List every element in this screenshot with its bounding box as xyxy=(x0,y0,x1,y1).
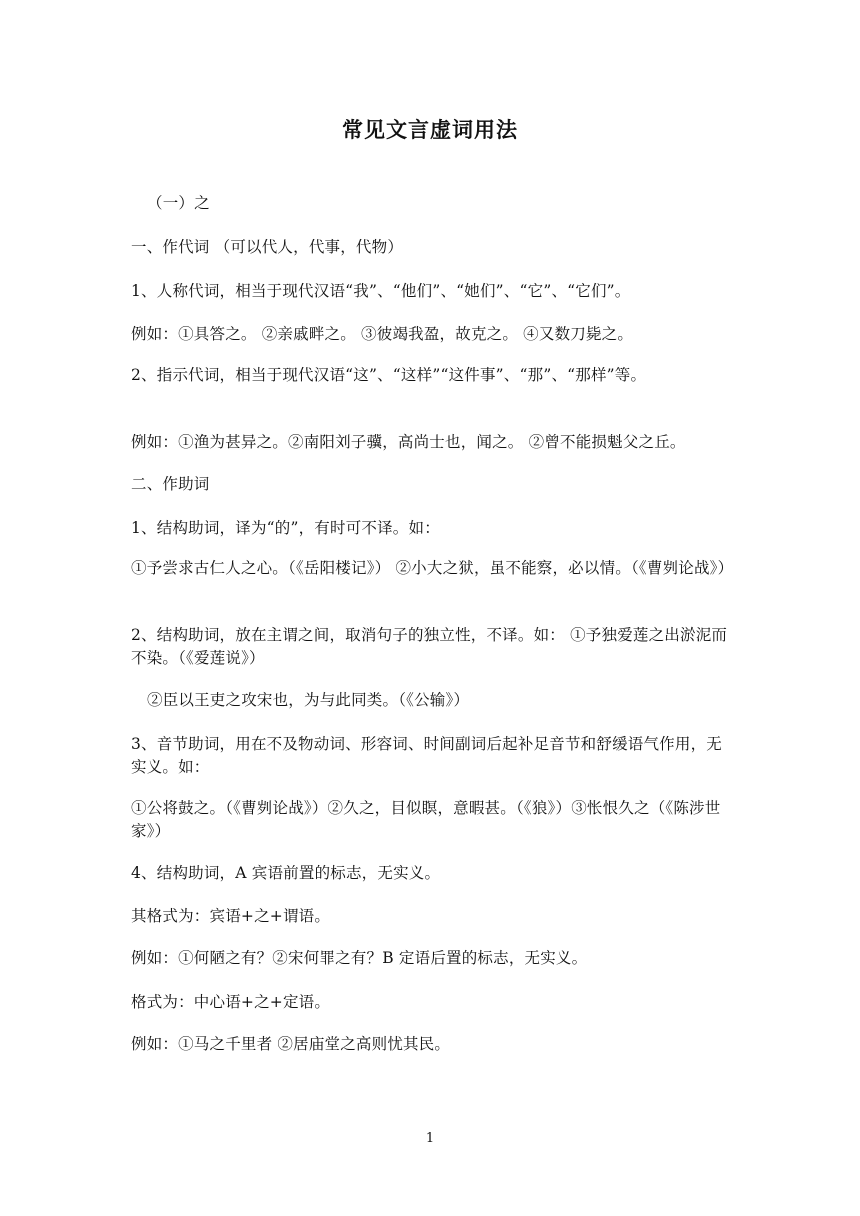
paragraph-example-4: ②臣以王吏之攻宋也，为与此同类。（《公输》） xyxy=(147,691,470,709)
paragraph-structural-particle-2: 2、结构助词，放在主谓之间，取消句子的独立性，不译。如： ①予独爱莲之出淤泥而不染。（《爱莲说》） xyxy=(131,626,728,667)
paragraph-example-7: 例如：①马之千里者 ②居庙堂之高则忧其民。 xyxy=(131,1035,451,1053)
paragraph-syllable-particle: 3、音节助词，用在不及物动词、形容词、时间副词后起补足音节和舒缓语气作用，无实义。如： xyxy=(131,735,722,776)
paragraph-object-preposing: 4、结构助词，A 宾语前置的标志，无实义。 xyxy=(131,864,441,882)
paragraph-example-5: ①公将鼓之。（《曹刿论战》）②久之，目似瞑，意暇甚。（《狼》）③怅恨久之（《陈涉世家》） xyxy=(131,799,721,840)
document-title: 常见文言虚词用法 xyxy=(342,117,518,142)
page-number: 1 xyxy=(425,1131,435,1146)
paragraph-demonstrative-pronoun: 2、指示代词，相当于现代汉语“这”、“这样”“这件事”、“那”、“那样”等。 xyxy=(131,366,647,384)
paragraph-format-2: 格式为：中心语+之+定语。 xyxy=(131,993,331,1011)
paragraph-example-6: 例如：①何陋之有？②宋何罪之有？B 定语后置的标志，无实义。 xyxy=(131,949,588,967)
paragraph-example-3: ①予尝求古仁人之心。（《岳阳楼记》） ②小大之狱，虽不能察，必以情。（《曹刿论战》） xyxy=(131,559,734,577)
paragraph-format-1: 其格式为：宾语+之+谓语。 xyxy=(131,907,331,925)
section-heading-zhi: （一）之 xyxy=(147,194,210,212)
paragraph-structural-particle-1: 1、结构助词，译为“的”，有时可不译。如： xyxy=(131,519,440,537)
paragraph-personal-pronoun: 1、人称代词，相当于现代汉语“我”、“他们”、“她们”、“它”、“它们”。 xyxy=(131,282,631,300)
heading-pronoun: 一、作代词 （可以代人，代事，代物） xyxy=(131,238,404,256)
paragraph-example-2: 例如：①渔为甚异之。②南阳刘子骥，高尚士也，闻之。 ②曾不能损魁父之丘。 xyxy=(131,433,686,451)
paragraph-example-1: 例如：①具答之。 ②亲戚畔之。 ③彼竭我盈，故克之。 ④又数刀毙之。 xyxy=(131,325,634,343)
heading-particle: 二、作助词 xyxy=(131,475,210,493)
